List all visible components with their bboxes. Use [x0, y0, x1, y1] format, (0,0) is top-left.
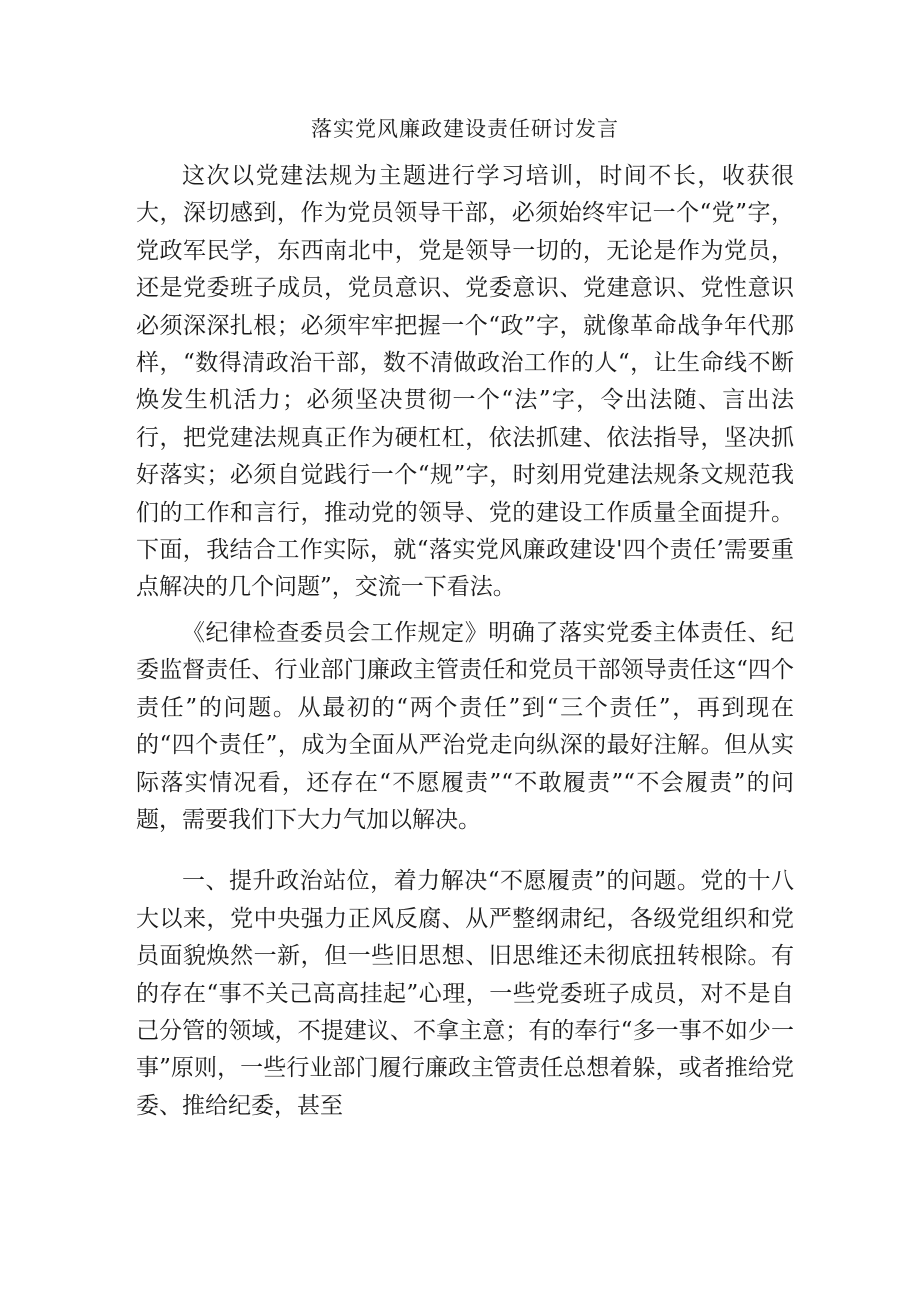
paragraph-regulation: 《纪律检查委员会工作规定》明确了落实党委主体责任、纪委监督责任、行业部门廉政主管责任和党员干部领导责任这“四个责任”的问题。从最初的“两个责任”到“三个责任”，再到现在的“四个责任”，成为全面从严治党走向纵深的最好注解。但从实际落实情况看，还存在“不愿履责”“不敢履责”“不会履责”的问题，需要我们下大力气加以解决。	[136, 619, 794, 833]
paragraph-intro: 这次以党建法规为主题进行学习培训，时间不长，收获很大，深切感到，作为党员领导干部，必须始终牢记一个“党”字，党政军民学，东西南北中，党是领导一切的，无论是作为党员，还是党委班子成员，党员意识、党委意识、党建意识、党性意识必须深深扎根；必须牢牢把握一个“政”字，就像革命战争年代那样，“数得清政治干部，数不清做政治工作的人“，让生命线不断焕发生机活力；必须坚决贯彻一个“法”字，令出法随、言出法行，把党建法规真正作为硬杠杠，依法抓建、依法指导，坚决抓好落实；必须自觉践行一个“规”字，时刻用党建法规条文规范我们的工作和言行，推动党的领导、党的建设工作质量全面提升。下面，我结合工作实际，就“落实党风廉政建设'四个责任’需要重点解决的几个问题”，交流一下看法。	[136, 163, 794, 601]
document-title: 落实党风廉政建设责任研讨发言	[311, 117, 619, 141]
document-body	[136, 114, 794, 1125]
paragraph-section-one: 一、提升政治站位，着力解决“不愿履责”的问题。党的十八大以来，党中央强力正风反腐、从严整纲肃纪，各级党组织和党员面貌焕然一新，但一些旧思想、旧思维还未彻底扭转根除。有的存在“事不关己高高挂起”心理，一些党委班子成员，对不是自己分管的领域，不提建议、不拿主意；有的奉行“多一事不如少一事”原则，一些行业部门履行廉政主管责任总想着躲，或者推给党委、推给纪委，甚至	[136, 868, 794, 1119]
